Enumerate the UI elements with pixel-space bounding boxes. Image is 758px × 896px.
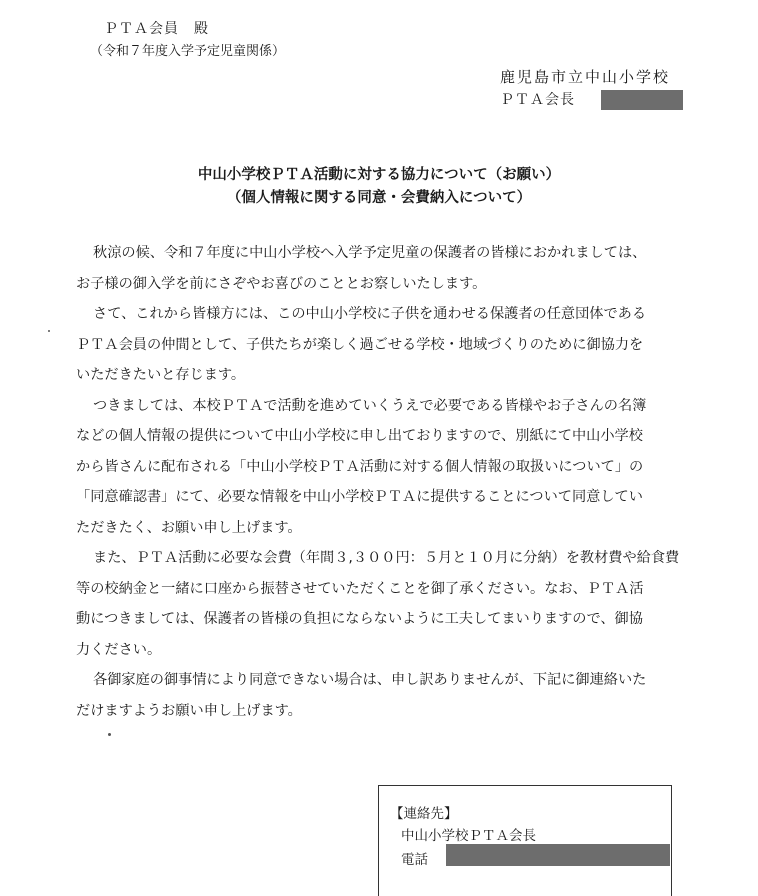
sender-organization: 鹿児島市立中山小学校 xyxy=(500,68,671,86)
contact-name: 中山小学校ＰＴＡ会長 xyxy=(401,828,536,844)
body-line: ＰＴＡ会員の仲間として、子供たちが楽しく過ごせる学校・地域づくりのために御協力を xyxy=(76,337,644,353)
body-line: 力ください。 xyxy=(76,642,162,658)
body-line: 「同意確認書」にて、必要な情報を中山小学校ＰＴＡに提供することについて同意してい xyxy=(76,489,643,505)
addressee-note: （令和７年度入学予定児童関係） xyxy=(90,44,286,59)
body-line: お子様の御入学を前にさぞやお喜びのこととお察しいたします。 xyxy=(76,276,487,292)
sender-title: ＰＴＡ会長 xyxy=(500,92,575,108)
body-line: さて、これから皆様方には、この中山小学校に子供を通わせる保護者の任意団体である xyxy=(93,306,647,322)
scan-speck xyxy=(48,330,50,332)
redacted-name-block xyxy=(601,90,683,110)
body-line: だけますようお願い申し上げます。 xyxy=(76,703,302,719)
contact-phone-label: 電話 xyxy=(401,852,428,868)
body-line: 等の校納金と一緒に口座から振替させていただくことを御了承ください。なお、ＰＴＡ活 xyxy=(76,581,644,597)
scan-speck xyxy=(108,733,111,736)
body-line: から皆さんに配布される「中山小学校ＰＴＡ活動に対する個人情報の取扱いについて」の xyxy=(76,459,644,475)
body-line: いただきたいと存じます。 xyxy=(76,367,246,383)
body-line: 秋涼の候、令和７年度に中山小学校へ入学予定児童の保護者の皆様におかれましては、 xyxy=(93,245,647,261)
body-line: などの個人情報の提供について中山小学校に申し出ておりますので、別紙にて中山小学校 xyxy=(76,428,643,444)
body-line: 各御家庭の御事情により同意できない場合は、申し訳ありませんが、下記に御連絡いた xyxy=(93,672,647,688)
redacted-phone-block xyxy=(446,844,670,866)
document-title: 中山小学校ＰＴＡ活動に対する協力について（お願い） xyxy=(197,167,561,183)
document-subtitle: （個人情報に関する同意・会費納入について） xyxy=(226,190,532,206)
body-line: ただきたく、お願い申し上げます。 xyxy=(76,520,302,536)
body-line: また、ＰＴＡ活動に必要な会費（年間３,３００円：５月と１０月に分納）を教材費や給食費 xyxy=(93,550,680,566)
body-line: 動につきましては、保護者の皆様の負担にならないように工夫してまいりますので、御協 xyxy=(76,611,643,627)
contact-label: 【連絡先】 xyxy=(390,806,458,822)
body-line: つきましては、本校ＰＴＡで活動を進めていくうえで必要である皆様やお子さんの名簿 xyxy=(93,398,647,414)
addressee: ＰＴＡ会員 殿 xyxy=(104,21,209,37)
